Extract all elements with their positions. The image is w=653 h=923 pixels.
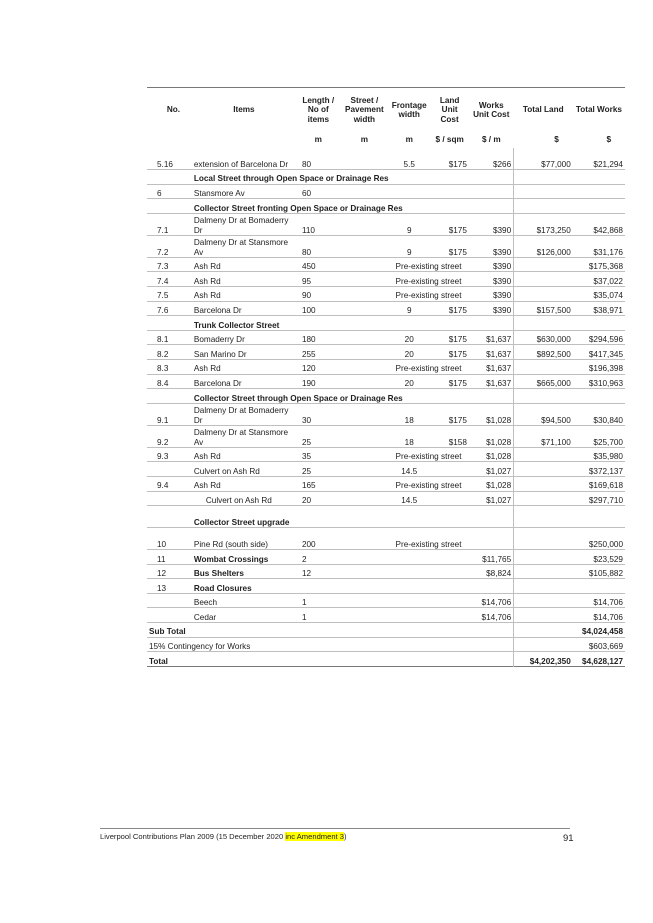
row-item: Bomaderry Dr xyxy=(193,335,245,345)
row-total-land: $157,500 xyxy=(514,301,573,316)
row-total-land: $892,500 xyxy=(514,345,573,360)
row-item: Dalmeny Dr at Bomaderry Dr xyxy=(193,406,289,425)
row-land-unit-cost xyxy=(430,491,469,506)
table-row xyxy=(147,491,625,506)
section-row xyxy=(147,389,625,404)
row-total-works: $250,000 xyxy=(588,539,623,549)
section-heading: Collector Street upgrade xyxy=(193,517,290,527)
table-row xyxy=(147,550,625,565)
row-length: 190 xyxy=(301,378,316,388)
row-number xyxy=(147,462,192,477)
row-item: Ash Rd xyxy=(193,481,221,491)
row-street-width xyxy=(341,272,388,287)
row-frontage: 9 xyxy=(406,225,412,235)
row-length: 80 xyxy=(301,247,312,257)
unit-frontage: m xyxy=(405,135,413,145)
page-footer xyxy=(100,832,347,841)
table-body xyxy=(147,148,625,623)
section-works-empty xyxy=(573,506,625,528)
row-street-width xyxy=(341,184,388,199)
row-total-works: $42,868 xyxy=(593,225,623,235)
unit-street-width: m xyxy=(360,135,369,145)
row-total-works: $21,294 xyxy=(593,159,623,169)
row-length: 20 xyxy=(301,495,312,505)
row-frontage: 20 xyxy=(404,335,414,345)
row-item: Pine Rd (south side) xyxy=(193,539,269,549)
row-pre-existing: Pre-existing street xyxy=(395,262,462,272)
subtotal-row xyxy=(147,623,625,638)
row-street-width xyxy=(341,301,388,316)
unit-works-unit-cost: $ / m xyxy=(481,135,501,145)
row-length: 1 xyxy=(301,598,307,608)
header-street-width: Street / Pavement width xyxy=(341,88,388,133)
row-item: Wombat Crossings xyxy=(193,554,269,564)
row-street-width xyxy=(341,564,388,579)
header-total-works: Total Works xyxy=(573,88,625,133)
row-frontage xyxy=(388,564,430,579)
row-works-unit-cost xyxy=(469,528,514,550)
row-length: 450 xyxy=(301,262,316,272)
row-item: Culvert on Ash Rd xyxy=(205,495,272,505)
row-land-unit-cost: $175 xyxy=(448,378,467,388)
row-total-land: $630,000 xyxy=(514,330,573,345)
row-number: 8.2 xyxy=(157,349,169,359)
section-land-empty xyxy=(514,316,573,331)
row-works-unit-cost: $1,637 xyxy=(486,364,512,374)
row-total-works xyxy=(573,184,625,199)
footer-divider xyxy=(100,828,570,829)
row-street-width xyxy=(341,476,388,491)
row-number: 6 xyxy=(157,189,162,198)
footer-highlight: inc Amendment 3 xyxy=(285,832,345,841)
section-spacer xyxy=(147,170,192,185)
row-length: 30 xyxy=(301,415,312,425)
row-land-unit-cost xyxy=(430,564,469,579)
row-length: 120 xyxy=(301,364,316,374)
row-frontage xyxy=(388,593,430,608)
table-row xyxy=(147,213,625,235)
row-total-works: $30,840 xyxy=(593,415,623,425)
table-row xyxy=(147,593,625,608)
row-frontage: 20 xyxy=(404,378,414,388)
row-length: 180 xyxy=(301,335,316,345)
row-land-unit-cost xyxy=(430,550,469,565)
row-land-unit-cost xyxy=(430,462,469,477)
row-length: 12 xyxy=(301,569,312,579)
row-total-land: $665,000 xyxy=(514,374,573,389)
row-works-unit-cost: $1,028 xyxy=(486,415,512,425)
row-street-width xyxy=(341,286,388,301)
row-pre-existing: Pre-existing street xyxy=(395,276,462,286)
footer-text: Liverpool Contributions Plan 2009 (15 December 2020 xyxy=(100,832,286,841)
table-row xyxy=(147,148,625,170)
row-works-unit-cost: $1,028 xyxy=(486,452,512,462)
table-row xyxy=(147,257,625,272)
table-summary xyxy=(147,623,625,667)
row-street-width xyxy=(341,425,388,447)
row-length: 60 xyxy=(301,189,312,198)
row-item: Ash Rd xyxy=(193,452,221,462)
row-street-width xyxy=(341,491,388,506)
table-row xyxy=(147,476,625,491)
row-frontage: 14.5 xyxy=(401,495,418,505)
row-frontage: 14.5 xyxy=(401,466,418,476)
row-street-width xyxy=(341,579,388,594)
table-header-row xyxy=(147,88,625,133)
row-frontage xyxy=(388,550,430,565)
row-total-land xyxy=(514,491,573,506)
row-works-unit-cost: $8,824 xyxy=(486,569,512,579)
row-item: Bus Shelters xyxy=(193,569,244,579)
row-total-land xyxy=(514,462,573,477)
row-item: Culvert on Ash Rd xyxy=(193,466,260,476)
row-number: 12 xyxy=(157,569,167,579)
section-spacer xyxy=(147,316,192,331)
total-row xyxy=(147,652,625,667)
row-total-works: $310,963 xyxy=(588,378,623,388)
row-street-width xyxy=(341,550,388,565)
contingency-works: $603,669 xyxy=(588,642,623,652)
row-street-width xyxy=(341,257,388,272)
row-item: Road Closures xyxy=(193,583,252,593)
row-number: 9.1 xyxy=(157,415,169,425)
row-item: Stansmore Av xyxy=(193,189,245,198)
row-length: 100 xyxy=(301,305,316,315)
row-number: 8.3 xyxy=(157,364,169,374)
row-item: Ash Rd xyxy=(193,291,221,301)
row-item: Cedar xyxy=(193,612,217,622)
row-land-unit-cost xyxy=(430,593,469,608)
row-works-unit-cost: $390 xyxy=(492,225,512,235)
row-works-unit-cost: $1,637 xyxy=(486,335,512,345)
table-row xyxy=(147,564,625,579)
section-row xyxy=(147,170,625,185)
row-number: 8.4 xyxy=(157,378,169,388)
row-item: extension of Barcelona Dr xyxy=(193,159,289,169)
row-pre-existing: Pre-existing street xyxy=(395,291,462,301)
row-total-land xyxy=(514,286,573,301)
table-row xyxy=(147,425,625,447)
row-total-works: $175,368 xyxy=(588,262,623,272)
row-works-unit-cost: $1,637 xyxy=(486,378,512,388)
contingency-label: 15% Contingency for Works xyxy=(149,642,251,652)
row-length: 165 xyxy=(301,481,316,491)
row-item: Dalmeny Dr at Stansmore Av xyxy=(193,238,289,257)
row-pre-existing: Pre-existing street xyxy=(395,539,462,549)
row-total-works: $25,700 xyxy=(593,437,623,447)
section-works-empty xyxy=(573,170,625,185)
row-works-unit-cost xyxy=(469,184,514,199)
row-street-width xyxy=(341,608,388,623)
row-works-unit-cost: $1,027 xyxy=(486,466,512,476)
row-total-land xyxy=(514,608,573,623)
row-street-width xyxy=(341,330,388,345)
row-land-unit-cost: $158 xyxy=(448,437,467,447)
row-item: Dalmeny Dr at Bomaderry Dr xyxy=(193,216,289,235)
row-item: Barcelona Dr xyxy=(193,378,242,388)
table-row xyxy=(147,184,625,199)
section-land-empty xyxy=(514,506,573,528)
row-total-works xyxy=(573,579,625,594)
row-works-unit-cost: $11,765 xyxy=(482,554,512,564)
row-number: 9.4 xyxy=(157,481,169,491)
row-total-land: $71,100 xyxy=(514,425,573,447)
row-street-width xyxy=(341,345,388,360)
row-length: 110 xyxy=(301,225,315,235)
row-total-land xyxy=(514,476,573,491)
row-land-unit-cost: $175 xyxy=(448,415,467,425)
row-length: 80 xyxy=(301,159,312,169)
row-total-works: $31,176 xyxy=(593,247,623,257)
header-items: Items xyxy=(192,88,296,133)
row-number: 13 xyxy=(157,583,167,593)
row-total-land xyxy=(514,359,573,374)
row-item: Barcelona Dr xyxy=(193,305,242,315)
row-land-unit-cost: $175 xyxy=(448,225,467,235)
row-number: 7.6 xyxy=(157,305,169,315)
row-works-unit-cost: $1,028 xyxy=(486,481,512,491)
row-length: 95 xyxy=(301,276,312,286)
total-label: Total xyxy=(149,656,168,666)
row-number: 9.2 xyxy=(157,437,169,447)
row-total-works: $417,345 xyxy=(588,349,623,359)
section-spacer xyxy=(147,389,192,404)
row-length: 90 xyxy=(301,291,312,301)
row-length: 35 xyxy=(301,452,312,462)
total-land: $4,202,350 xyxy=(514,652,573,667)
row-total-works: $169,618 xyxy=(588,481,623,491)
row-total-works: $23,529 xyxy=(593,554,623,564)
table-row xyxy=(147,403,625,425)
row-street-width xyxy=(341,213,388,235)
contingency-row xyxy=(147,637,625,652)
row-frontage: 18 xyxy=(404,437,414,447)
header-works-unit-cost: Works Unit Cost xyxy=(469,88,514,133)
row-land-unit-cost: $175 xyxy=(448,349,467,359)
row-number: 5.16 xyxy=(157,159,173,169)
row-item: Ash Rd xyxy=(193,276,221,286)
row-works-unit-cost: $1,027 xyxy=(486,495,512,505)
table-row xyxy=(147,359,625,374)
row-street-width xyxy=(341,447,388,462)
unit-land-unit-cost: $ / sqm xyxy=(435,135,464,145)
row-total-land xyxy=(514,579,573,594)
header-frontage: Frontage width xyxy=(388,88,430,133)
section-row xyxy=(147,199,625,214)
row-total-works: $372,137 xyxy=(588,466,623,476)
row-length: 200 xyxy=(301,539,316,549)
table-units-row xyxy=(147,132,625,148)
section-heading: Collector Street through Open Space or Drainage Res xyxy=(193,393,403,403)
unit-total-works: $ xyxy=(606,135,611,145)
row-works-unit-cost: $390 xyxy=(492,291,512,301)
contributions-works-table xyxy=(147,87,625,667)
row-item: San Marino Dr xyxy=(193,349,247,359)
row-number: 11 xyxy=(157,554,166,564)
table-row xyxy=(147,330,625,345)
section-row xyxy=(147,506,625,528)
row-land-unit-cost: $175 xyxy=(448,305,467,315)
row-street-width xyxy=(341,528,388,550)
row-length: 2 xyxy=(301,554,307,564)
row-number: 9.3 xyxy=(157,452,169,462)
table-row xyxy=(147,608,625,623)
row-item: Dalmeny Dr at Stansmore Av xyxy=(193,428,289,447)
row-total-works: $37,022 xyxy=(593,276,623,286)
row-total-land xyxy=(514,272,573,287)
row-pre-existing: Pre-existing street xyxy=(395,364,462,374)
row-frontage xyxy=(388,184,430,199)
row-total-works: $196,398 xyxy=(588,364,623,374)
row-number: 7.3 xyxy=(157,262,169,272)
row-total-land xyxy=(514,564,573,579)
section-works-empty xyxy=(573,316,625,331)
unit-length: m xyxy=(314,135,322,145)
row-pre-existing: Pre-existing street xyxy=(395,481,462,491)
section-works-empty xyxy=(573,199,625,214)
table-row xyxy=(147,528,625,550)
row-land-unit-cost: $175 xyxy=(448,247,467,257)
table-row xyxy=(147,272,625,287)
table-row xyxy=(147,301,625,316)
row-pre-existing: Pre-existing street xyxy=(395,452,462,462)
row-number: 7.2 xyxy=(157,247,169,257)
row-land-unit-cost: $175 xyxy=(448,159,467,169)
row-street-width xyxy=(341,593,388,608)
row-total-works: $14,706 xyxy=(593,612,623,622)
header-land-unit-cost: Land Unit Cost xyxy=(430,88,469,133)
row-number: 7.5 xyxy=(157,291,169,301)
row-length: 255 xyxy=(301,349,316,359)
row-length: 25 xyxy=(301,466,312,476)
footer-suffix: ) xyxy=(344,832,347,841)
row-total-works: $14,706 xyxy=(593,598,623,608)
row-total-works: $38,971 xyxy=(593,305,623,315)
row-works-unit-cost xyxy=(469,579,514,594)
section-heading: Local Street through Open Space or Drainage Res xyxy=(193,174,389,184)
table-row xyxy=(147,579,625,594)
row-length xyxy=(296,579,341,594)
header-total-land: Total Land xyxy=(514,88,573,133)
header-length: Length / No of items xyxy=(296,88,341,133)
row-item: Ash Rd xyxy=(193,364,221,374)
row-total-land xyxy=(514,528,573,550)
row-street-width xyxy=(341,235,388,257)
row-total-works: $294,596 xyxy=(588,335,623,345)
row-land-unit-cost: $175 xyxy=(448,335,467,345)
row-frontage: 5.5 xyxy=(403,159,415,169)
row-street-width xyxy=(341,359,388,374)
row-number: 7.1 xyxy=(157,225,169,235)
row-total-works: $105,882 xyxy=(588,569,623,579)
row-length: 25 xyxy=(301,437,312,447)
row-number xyxy=(147,593,192,608)
row-works-unit-cost: $390 xyxy=(492,305,512,315)
row-street-width xyxy=(341,374,388,389)
section-spacer xyxy=(147,199,192,214)
row-number: 10 xyxy=(157,539,167,549)
row-item: Beech xyxy=(193,598,218,608)
row-total-land: $77,000 xyxy=(514,148,573,170)
row-land-unit-cost xyxy=(430,579,469,594)
subtotal-label: Sub Total xyxy=(149,627,186,637)
table-row xyxy=(147,447,625,462)
row-land-unit-cost xyxy=(430,184,469,199)
row-total-land xyxy=(514,593,573,608)
section-row xyxy=(147,316,625,331)
row-street-width xyxy=(341,148,388,170)
table-row xyxy=(147,235,625,257)
row-total-works: $297,710 xyxy=(588,495,623,505)
row-frontage xyxy=(388,579,430,594)
row-street-width xyxy=(341,403,388,425)
row-total-works: $35,980 xyxy=(593,452,623,462)
section-spacer xyxy=(147,506,192,528)
row-works-unit-cost: $390 xyxy=(492,276,512,286)
row-works-unit-cost: $390 xyxy=(492,262,512,272)
row-total-land xyxy=(514,257,573,272)
row-street-width xyxy=(341,462,388,477)
row-number xyxy=(147,491,192,506)
row-total-works: $35,074 xyxy=(593,291,623,301)
section-works-empty xyxy=(573,389,625,404)
row-works-unit-cost: $1,028 xyxy=(486,437,512,447)
section-land-empty xyxy=(514,389,573,404)
unit-total-land: $ xyxy=(554,135,559,145)
row-total-land xyxy=(514,447,573,462)
row-length: 1 xyxy=(301,612,307,622)
row-land-unit-cost xyxy=(430,608,469,623)
table-row xyxy=(147,374,625,389)
row-works-unit-cost: $1,637 xyxy=(486,349,512,359)
row-number: 7.4 xyxy=(157,276,169,286)
row-works-unit-cost: $266 xyxy=(492,159,512,169)
total-works: $4,628,127 xyxy=(582,656,623,666)
row-frontage: 9 xyxy=(406,305,412,315)
table-row xyxy=(147,345,625,360)
section-land-empty xyxy=(514,170,573,185)
row-works-unit-cost: $390 xyxy=(492,247,512,257)
row-total-land: $94,500 xyxy=(514,403,573,425)
row-item: Ash Rd xyxy=(193,262,221,272)
row-total-land: $173,250 xyxy=(514,213,573,235)
row-total-land xyxy=(514,550,573,565)
subtotal-works: $4,024,458 xyxy=(582,627,623,637)
section-heading: Collector Street fronting Open Space or Drainage Res xyxy=(193,203,403,213)
row-total-land: $126,000 xyxy=(514,235,573,257)
row-works-unit-cost: $14,706 xyxy=(481,598,512,608)
row-frontage: 20 xyxy=(404,349,414,359)
row-number xyxy=(147,608,192,623)
table-row xyxy=(147,286,625,301)
row-total-land xyxy=(514,184,573,199)
row-number: 8.1 xyxy=(157,335,169,345)
header-no: No. xyxy=(147,88,192,133)
table-row xyxy=(147,462,625,477)
row-works-unit-cost: $14,706 xyxy=(481,612,512,622)
row-frontage: 18 xyxy=(404,415,414,425)
row-frontage: 9 xyxy=(406,247,412,257)
section-land-empty xyxy=(514,199,573,214)
row-frontage xyxy=(388,608,430,623)
page-number: 91 xyxy=(563,833,574,844)
section-heading: Trunk Collector Street xyxy=(193,320,280,330)
